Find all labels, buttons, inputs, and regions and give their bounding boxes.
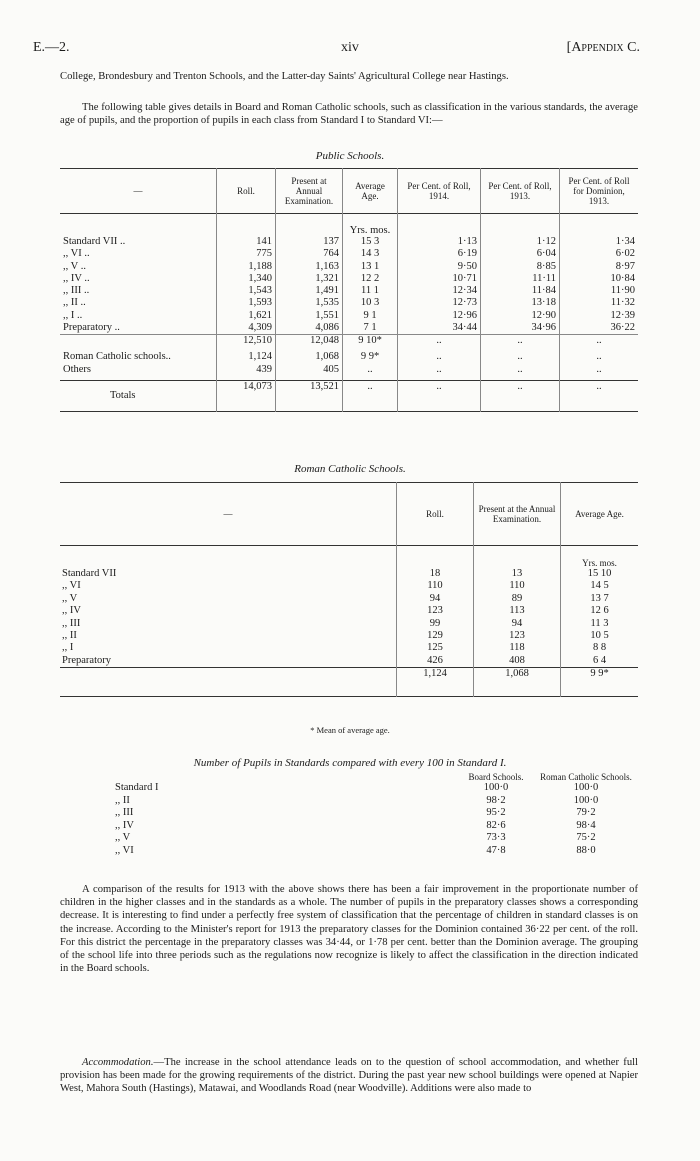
public-schools-table bbox=[60, 168, 638, 412]
row-label: ,, I .. bbox=[63, 309, 83, 321]
table-cell: 14 5 bbox=[561, 580, 639, 592]
table-cell: 14 3 bbox=[343, 248, 398, 260]
table-cell: .. bbox=[343, 380, 398, 411]
table-cell: 88·0 bbox=[576, 844, 596, 856]
row-label: Preparatory .. bbox=[63, 322, 120, 334]
table-cell: 1,543 bbox=[217, 285, 276, 297]
row-label: ,, III bbox=[62, 617, 81, 629]
units-row bbox=[60, 546, 638, 569]
table-cell: 15 10 bbox=[561, 568, 639, 580]
table-row bbox=[60, 273, 638, 285]
table-cell: 1·13 bbox=[398, 236, 481, 248]
col-header-present: Present at the Annual Examination. bbox=[474, 483, 561, 546]
table-row bbox=[60, 593, 638, 605]
table-cell: 14,073 bbox=[217, 380, 276, 411]
table-cell: 125 bbox=[397, 642, 474, 654]
table-cell: 10 3 bbox=[343, 297, 398, 309]
table-cell: .. bbox=[560, 351, 639, 363]
table-cell: 12·96 bbox=[398, 310, 481, 322]
row-label: ,, III .. bbox=[63, 285, 90, 297]
table-cell: 1,188 bbox=[217, 261, 276, 273]
appendix-label: [Appendix C. bbox=[566, 40, 640, 55]
table-row bbox=[60, 630, 638, 642]
table-cell: 1,124 bbox=[217, 351, 276, 363]
page-number: xiv bbox=[341, 40, 359, 55]
table-cell: 1,163 bbox=[276, 261, 343, 273]
table-cell: 94 bbox=[397, 593, 474, 605]
page-ref: E.—2. bbox=[33, 40, 70, 55]
col-header-blank: — bbox=[133, 186, 143, 196]
table-cell: 1,535 bbox=[276, 297, 343, 309]
table-row bbox=[60, 248, 638, 260]
table-cell: .. bbox=[560, 335, 639, 352]
table-cell: 100·0 bbox=[573, 782, 599, 793]
table-cell: 13 bbox=[474, 568, 561, 580]
col-header-avg-age: Average Age. bbox=[561, 483, 639, 546]
table-cell: .. bbox=[398, 364, 481, 381]
row-label: ,, IV bbox=[115, 819, 134, 831]
table-row bbox=[60, 580, 638, 592]
subtotal-row bbox=[60, 335, 638, 352]
row-label bbox=[60, 335, 217, 352]
accommodation-text: —The increase in the school attendance leads on to the question of school accommodation, and whether full provision has been made for the growing requirements of the district. During the past year new school buildings were opened at Napier West, Mahora South (Hastings), Matawai, and Woodlands Road (near Woodville). Additions were also made to bbox=[60, 1057, 638, 1095]
table-cell: 100·0 bbox=[483, 782, 509, 793]
table-cell: 11·11 bbox=[481, 273, 560, 285]
table-cell: 6·19 bbox=[398, 248, 481, 260]
table-cell: .. bbox=[481, 364, 560, 381]
table-cell: 113 bbox=[474, 605, 561, 617]
table-cell: 6 4 bbox=[561, 655, 639, 668]
table-cell: 110 bbox=[397, 580, 474, 592]
table-row bbox=[60, 297, 638, 309]
table-cell: 10·71 bbox=[398, 273, 481, 285]
intro-paragraph-1: College, Brondesbury and Trenton Schools, and the Latter-day Saints' Agricultural College near Hastings. bbox=[60, 71, 509, 82]
table-cell: 12 6 bbox=[561, 605, 639, 617]
table-row bbox=[112, 845, 638, 858]
table-cell: 18 bbox=[397, 568, 474, 580]
table-cell: 8·97 bbox=[560, 261, 639, 273]
table-row bbox=[60, 236, 638, 248]
col-header-board: Board Schools. bbox=[468, 772, 524, 782]
table-cell: 1,068 bbox=[474, 668, 561, 697]
table-row bbox=[60, 322, 638, 335]
col-header-roll: Roll. bbox=[217, 169, 276, 214]
roman-catholic-table bbox=[60, 482, 638, 697]
table-cell: 73·3 bbox=[486, 832, 506, 844]
table-cell: 13 1 bbox=[343, 261, 398, 273]
table-cell: 79·2 bbox=[576, 807, 596, 819]
table-cell: 98·4 bbox=[576, 819, 596, 831]
table-row bbox=[60, 618, 638, 630]
table-cell: .. bbox=[560, 364, 639, 381]
body-paragraph-1: A comparison of the results for 1913 with the above shows there has been a fair improvement in the proportionate number of children in the higher classes and in the standards as a whole. The number of pupils in the preparatory classes shows a corresponding decrease. It is interesting to find under a perfectly free system of classification that the percentage of children in standard classes is on the increase. According to the Minister's report for 1913 the preparatory classes for the Dominion contained 36·22 per cent. of the roll. For this district the percentage in the preparatory classes was 34·44, or 1·78 per cent. better than the Dominion average. The grouping of the school life into three periods such as the regulations now recognize is likely to affect the classification in the direction indicated in the Board schools. bbox=[60, 884, 638, 975]
col-header-rc: Roman Catholic Schools. bbox=[540, 772, 632, 782]
public-schools-caption: Public Schools. bbox=[315, 150, 385, 162]
table-cell: 100·0 bbox=[573, 794, 599, 806]
table-cell: 118 bbox=[474, 642, 561, 654]
row-label: ,, II bbox=[115, 794, 130, 806]
table-cell: 12·39 bbox=[560, 310, 639, 322]
units-row bbox=[60, 214, 638, 237]
table-cell: 11 3 bbox=[561, 618, 639, 630]
table-cell: 1,593 bbox=[217, 297, 276, 309]
table-cell: 1,340 bbox=[217, 273, 276, 285]
rc-row bbox=[60, 351, 638, 363]
row-label: ,, IV .. bbox=[63, 272, 90, 284]
table-row bbox=[112, 832, 638, 845]
table-cell: 137 bbox=[276, 236, 343, 248]
table-cell: 7 1 bbox=[343, 322, 398, 335]
table-cell: 1,124 bbox=[397, 668, 474, 697]
table-cell: 1·12 bbox=[481, 236, 560, 248]
table-cell: 123 bbox=[474, 630, 561, 642]
table-cell: 6·02 bbox=[560, 248, 639, 260]
table-row bbox=[112, 782, 638, 795]
table-cell: 9 9* bbox=[561, 668, 639, 697]
table-cell: 8·85 bbox=[481, 261, 560, 273]
col-header-blank: — bbox=[223, 509, 233, 519]
row-label: ,, V bbox=[62, 592, 78, 604]
table-cell: 9 9* bbox=[343, 351, 398, 363]
row-label: Standard I bbox=[115, 782, 159, 793]
table-cell: 775 bbox=[217, 248, 276, 260]
table-row bbox=[60, 642, 638, 654]
row-label: ,, VI bbox=[62, 580, 81, 592]
table-header-row bbox=[60, 483, 638, 546]
table-cell: 15 3 bbox=[343, 236, 398, 248]
body-paragraph-2 bbox=[60, 1056, 638, 1096]
table-row bbox=[112, 807, 638, 820]
table-cell: 13·18 bbox=[481, 297, 560, 309]
table-row bbox=[112, 795, 638, 808]
table-cell: 426 bbox=[397, 655, 474, 668]
table-cell: 1,068 bbox=[276, 351, 343, 363]
table-cell: 10 5 bbox=[561, 630, 639, 642]
comparison-table bbox=[112, 772, 638, 858]
row-label: ,, V .. bbox=[63, 260, 86, 272]
table-cell: 9 10* bbox=[343, 335, 398, 352]
table-cell: 405 bbox=[276, 364, 343, 381]
row-label: Totals bbox=[110, 390, 136, 402]
table-row bbox=[112, 820, 638, 833]
row-label: ,, VI .. bbox=[63, 248, 90, 260]
compare-caption: Number of Pupils in Standards compared with every 100 in Standard I. bbox=[193, 757, 507, 769]
table-cell: 12,048 bbox=[276, 335, 343, 352]
table-cell: 98·2 bbox=[486, 794, 506, 806]
col-header-pct-1913: Per Cent. of Roll, 1913. bbox=[481, 169, 560, 214]
table-cell: .. bbox=[343, 364, 398, 381]
table-cell: 11·84 bbox=[481, 285, 560, 297]
others-row bbox=[60, 364, 638, 381]
table-cell: 1,621 bbox=[217, 310, 276, 322]
table-cell: 1,491 bbox=[276, 285, 343, 297]
table-cell: 12·90 bbox=[481, 310, 560, 322]
table-row bbox=[60, 605, 638, 617]
table-cell: 764 bbox=[276, 248, 343, 260]
col-header-pct-dominion: Per Cent. of Roll for Dominion, 1913. bbox=[560, 169, 639, 214]
row-label: ,, III bbox=[115, 807, 134, 819]
table-cell: 6·04 bbox=[481, 248, 560, 260]
table-row bbox=[60, 568, 638, 580]
table-cell: 11·32 bbox=[560, 297, 639, 309]
table-cell: 1,551 bbox=[276, 310, 343, 322]
row-label: Others bbox=[63, 363, 91, 375]
table-cell: 99 bbox=[397, 618, 474, 630]
row-label: Standard VII bbox=[62, 568, 117, 579]
age-units: Yrs. mos. bbox=[561, 546, 639, 569]
intro-paragraph-2: The following table gives details in Board and Roman Catholic schools, such as classification in the various standards, the average age of pupils, and the proportion of pupils in each class from Standard I to Standard VI:— bbox=[60, 102, 638, 127]
table-cell: 1,321 bbox=[276, 273, 343, 285]
table-cell: 1·34 bbox=[560, 236, 639, 248]
table-cell: 11·90 bbox=[560, 285, 639, 297]
table-cell: .. bbox=[481, 351, 560, 363]
row-label: ,, I bbox=[62, 642, 74, 654]
table-cell: 408 bbox=[474, 655, 561, 668]
col-header-avg-age: Average Age. bbox=[343, 169, 398, 214]
table-row bbox=[60, 261, 638, 273]
row-label: Roman Catholic schools.. bbox=[63, 351, 171, 363]
table-cell: 95·2 bbox=[486, 807, 506, 819]
table-cell: 439 bbox=[217, 364, 276, 381]
table-cell: 12 2 bbox=[343, 273, 398, 285]
row-label: ,, IV bbox=[62, 605, 81, 617]
table-cell: 10·84 bbox=[560, 273, 639, 285]
table-cell: 141 bbox=[217, 236, 276, 248]
row-label bbox=[60, 668, 397, 697]
col-header-roll: Roll. bbox=[397, 483, 474, 546]
row-label: Preparatory bbox=[62, 654, 111, 666]
totals-row bbox=[60, 380, 638, 411]
row-label: ,, V bbox=[115, 832, 131, 844]
table-cell: .. bbox=[481, 335, 560, 352]
row-label: Standard VII .. bbox=[63, 236, 126, 247]
roman-catholic-caption: Roman Catholic Schools. bbox=[294, 463, 406, 475]
table-cell: 4,309 bbox=[217, 322, 276, 335]
table-cell: 13 7 bbox=[561, 593, 639, 605]
table-cell: 36·22 bbox=[560, 322, 639, 335]
table-cell: 94 bbox=[474, 618, 561, 630]
table-cell: 123 bbox=[397, 605, 474, 617]
table-cell: 129 bbox=[397, 630, 474, 642]
table-cell: 47·8 bbox=[486, 844, 506, 856]
table-row bbox=[60, 655, 638, 668]
table-cell: 11 1 bbox=[343, 285, 398, 297]
total-row bbox=[60, 668, 638, 697]
table-cell: .. bbox=[481, 380, 560, 411]
row-label: ,, II .. bbox=[63, 297, 86, 309]
table-cell: 9·50 bbox=[398, 261, 481, 273]
table-cell: 34·44 bbox=[398, 322, 481, 335]
table-cell: 4,086 bbox=[276, 322, 343, 335]
row-label: ,, II bbox=[62, 629, 77, 641]
accommodation-heading: Accommodation. bbox=[82, 1057, 154, 1068]
age-units: Yrs. mos. bbox=[343, 214, 398, 237]
table-row bbox=[60, 285, 638, 297]
table-cell: 82·6 bbox=[486, 819, 506, 831]
table-cell: .. bbox=[398, 351, 481, 363]
row-label: ,, VI bbox=[115, 844, 134, 856]
table-cell: 13,521 bbox=[276, 380, 343, 411]
table-cell: 12·73 bbox=[398, 297, 481, 309]
table-cell: 75·2 bbox=[576, 832, 596, 844]
table-cell: 8 8 bbox=[561, 642, 639, 654]
col-header-pct-1914: Per Cent. of Roll, 1914. bbox=[398, 169, 481, 214]
table-cell: 12,510 bbox=[217, 335, 276, 352]
table-cell: .. bbox=[398, 335, 481, 352]
table-cell: 110 bbox=[474, 580, 561, 592]
footnote: * Mean of average age. bbox=[310, 725, 390, 735]
table-cell: 9 1 bbox=[343, 310, 398, 322]
table-header-row bbox=[60, 169, 638, 214]
table-cell: .. bbox=[560, 380, 639, 411]
table-cell: .. bbox=[398, 380, 481, 411]
col-header-present: Present at Annual Examination. bbox=[276, 169, 343, 214]
table-cell: 89 bbox=[474, 593, 561, 605]
table-cell: 34·96 bbox=[481, 322, 560, 335]
table-row bbox=[60, 310, 638, 322]
table-cell: 12·34 bbox=[398, 285, 481, 297]
